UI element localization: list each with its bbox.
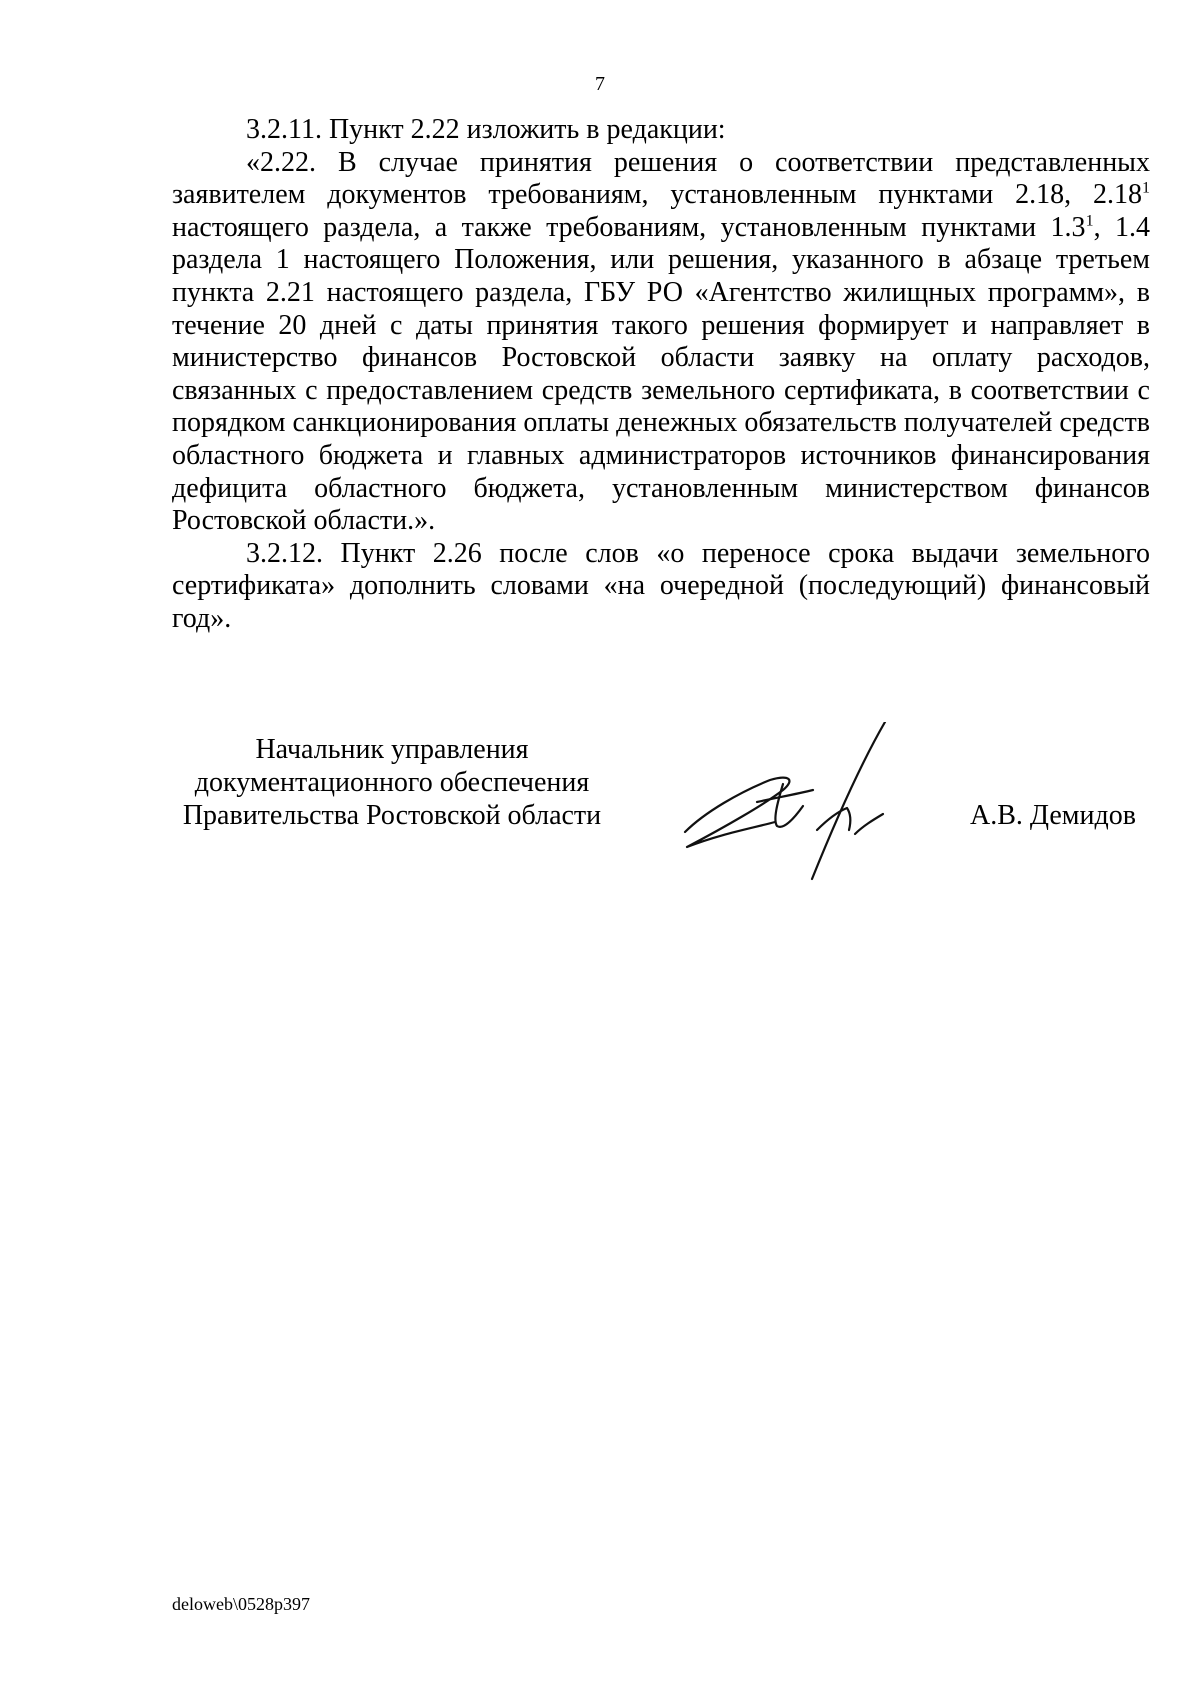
paragraph-2-22-quote bbox=[172, 147, 1150, 538]
superscript-2-18-1: 1 bbox=[1142, 179, 1150, 197]
document-registration-code: deloweb\0528p397 bbox=[172, 1594, 310, 1614]
signer-name: А.В. Демидов bbox=[970, 800, 1136, 831]
signer-title-line-1: Начальник управления bbox=[255, 734, 529, 765]
signer-title-line-3: Правительства Ростовской области bbox=[182, 800, 602, 831]
page-number: 7 bbox=[595, 73, 605, 95]
signer-title-block bbox=[172, 733, 612, 832]
signer-title-line-2: документационного обеспечения bbox=[194, 767, 590, 798]
paragraph-2-22-part-b: настоящего раздела, а также требованиям, установленным пунктами 1.3 bbox=[172, 211, 1086, 243]
paragraph-2-22-part-a: «2.22. В случае принятия решения о соответствии представленных заявителем документов требованиям, установленным пунктами 2.18, 2.18 bbox=[172, 146, 1150, 211]
superscript-1-3-1: 1 bbox=[1085, 212, 1094, 230]
handwritten-signature bbox=[665, 722, 950, 892]
paragraph-2-22-part-c: , 1.4 раздела 1 настоящего Положения, или решения, указанного в абзаце третьем пункта 2.21 настоящего раздела, ГБУ РО «Агентство жилищных программ», в течение 20 дней с даты принятия такого решения формирует и направляет в министерство финансов Ростовской области заявку на оплату расходов, связанных с предоставлением средств земельного сертификата, в соответствии с порядком санкционирования оплаты денежных обязательств получателей средств областного бюджета и главных администраторов источников финансирования дефицита областного бюджета, установленным министерством финансов Ростовской области.». bbox=[172, 211, 1150, 537]
document-body bbox=[172, 114, 1150, 636]
paragraph-3-2-12: 3.2.12. Пункт 2.26 после слов «о переносе срока выдачи земельного сертификата» дополнить словами «на очередной (последующий) финансовый год». bbox=[172, 537, 1150, 634]
paragraph-3-2-11: 3.2.11. Пункт 2.22 изложить в редакции: bbox=[246, 114, 726, 145]
